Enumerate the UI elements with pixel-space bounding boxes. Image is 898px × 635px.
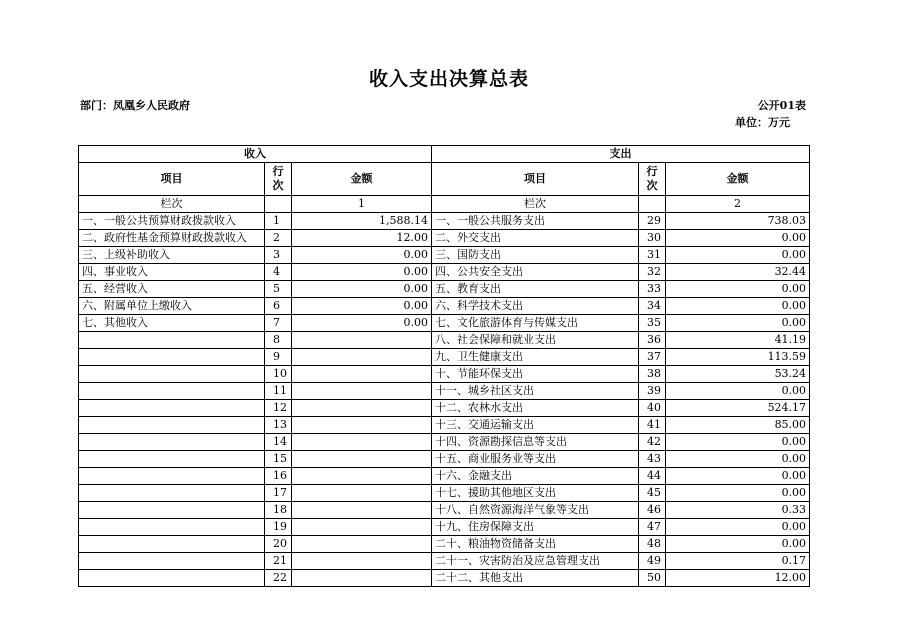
expense-item-cell: 十三、交通运输支出 <box>432 417 639 434</box>
row-no-header-text: 行 次 <box>272 165 284 192</box>
expense-amount-cell: 0.00 <box>666 451 810 468</box>
income-row-no-cell: 12 <box>265 400 292 417</box>
income-expense-table <box>78 145 810 587</box>
col-label-blank <box>265 196 292 213</box>
expense-row-no-cell: 43 <box>639 451 666 468</box>
income-item-cell: 五、经营收入 <box>79 281 265 298</box>
income-item-cell <box>79 434 265 451</box>
expense-amount-cell: 0.00 <box>666 315 810 332</box>
expense-row-no-cell: 33 <box>639 281 666 298</box>
expense-header: 支出 <box>432 146 810 163</box>
table-row <box>79 451 810 468</box>
income-row-no-cell: 7 <box>265 315 292 332</box>
income-row-no-cell: 9 <box>265 349 292 366</box>
expense-row-no-cell: 32 <box>639 264 666 281</box>
income-amount-cell <box>292 349 432 366</box>
table-row <box>79 264 810 281</box>
income-row-no-header <box>265 163 292 196</box>
income-amount-cell <box>292 553 432 570</box>
expense-amount-cell: 524.17 <box>666 400 810 417</box>
expense-amount-cell: 0.00 <box>666 519 810 536</box>
table-row <box>79 553 810 570</box>
income-item-cell <box>79 485 265 502</box>
expense-amount-cell: 0.00 <box>666 536 810 553</box>
expense-amount-cell: 0.00 <box>666 247 810 264</box>
expense-item-cell: 二十、粮油物资储备支出 <box>432 536 639 553</box>
income-item-cell <box>79 349 265 366</box>
income-row-no-cell: 2 <box>265 230 292 247</box>
table-row <box>79 417 810 434</box>
income-row-no-cell: 22 <box>265 570 292 587</box>
income-item-cell <box>79 451 265 468</box>
expense-row-no-cell: 48 <box>639 536 666 553</box>
income-amount-cell: 0.00 <box>292 281 432 298</box>
expense-item-cell: 十、节能环保支出 <box>432 366 639 383</box>
col-label-blank <box>639 196 666 213</box>
income-amount-cell: 0.00 <box>292 247 432 264</box>
income-row-no-cell: 4 <box>265 264 292 281</box>
expense-item-cell: 二、外交支出 <box>432 230 639 247</box>
table-row <box>79 349 810 366</box>
expense-item-header: 项目 <box>432 163 639 196</box>
income-amount-cell <box>292 366 432 383</box>
expense-amount-cell: 738.03 <box>666 213 810 230</box>
department-label: 部门：凤凰乡人民政府 <box>80 99 190 112</box>
income-amount-cell: 0.00 <box>292 264 432 281</box>
income-row-no-cell: 11 <box>265 383 292 400</box>
income-amount-cell <box>292 400 432 417</box>
expense-row-no-cell: 34 <box>639 298 666 315</box>
expense-row-no-cell: 37 <box>639 349 666 366</box>
expense-amount-cell: 0.17 <box>666 553 810 570</box>
income-amount-cell <box>292 383 432 400</box>
table-row <box>79 485 810 502</box>
unit-label: 单位：万元 <box>735 116 790 129</box>
table-row <box>79 434 810 451</box>
income-amount-cell <box>292 468 432 485</box>
income-row-no-cell: 21 <box>265 553 292 570</box>
income-row-no-cell: 10 <box>265 366 292 383</box>
expense-row-no-cell: 47 <box>639 519 666 536</box>
expense-amount-cell: 85.00 <box>666 417 810 434</box>
expense-row-no-cell: 30 <box>639 230 666 247</box>
expense-amount-cell: 0.00 <box>666 298 810 315</box>
table-row <box>79 366 810 383</box>
expense-row-no-cell: 39 <box>639 383 666 400</box>
expense-row-no-cell: 40 <box>639 400 666 417</box>
table-row <box>79 298 810 315</box>
expense-row-no-cell: 45 <box>639 485 666 502</box>
income-row-no-cell: 17 <box>265 485 292 502</box>
income-row-no-cell: 3 <box>265 247 292 264</box>
income-item-cell <box>79 570 265 587</box>
income-item-cell: 二、政府性基金预算财政拨款收入 <box>79 230 265 247</box>
income-item-cell: 七、其他收入 <box>79 315 265 332</box>
income-amount-cell <box>292 570 432 587</box>
expense-row-no-cell: 29 <box>639 213 666 230</box>
expense-item-cell: 一、一般公共服务支出 <box>432 213 639 230</box>
income-amount-cell <box>292 434 432 451</box>
expense-item-cell: 十四、资源勘探信息等支出 <box>432 434 639 451</box>
expense-item-cell: 二十一、灾害防治及应急管理支出 <box>432 553 639 570</box>
expense-row-no-header <box>639 163 666 196</box>
income-item-cell <box>79 519 265 536</box>
row-no-header-text: 行 次 <box>646 165 658 192</box>
expense-row-no-cell: 38 <box>639 366 666 383</box>
table-row <box>79 281 810 298</box>
income-amount-cell <box>292 519 432 536</box>
income-amount-cell <box>292 451 432 468</box>
expense-item-cell: 六、科学技术支出 <box>432 298 639 315</box>
expense-item-cell: 三、国防支出 <box>432 247 639 264</box>
expense-amount-cell: 0.00 <box>666 468 810 485</box>
income-row-no-cell: 6 <box>265 298 292 315</box>
income-row-no-cell: 20 <box>265 536 292 553</box>
expense-amount-cell: 0.00 <box>666 485 810 502</box>
expense-row-no-cell: 50 <box>639 570 666 587</box>
expense-item-cell: 十七、援助其他地区支出 <box>432 485 639 502</box>
income-amount-header: 金额 <box>292 163 432 196</box>
expense-amount-cell: 12.00 <box>666 570 810 587</box>
table-row <box>79 570 810 587</box>
table-row <box>79 332 810 349</box>
expense-amount-cell: 32.44 <box>666 264 810 281</box>
expense-amount-cell: 0.00 <box>666 434 810 451</box>
expense-amount-cell: 0.00 <box>666 230 810 247</box>
table-row <box>79 519 810 536</box>
expense-item-cell: 十六、金融支出 <box>432 468 639 485</box>
expense-item-cell: 四、公共安全支出 <box>432 264 639 281</box>
expense-item-cell: 二十二、其他支出 <box>432 570 639 587</box>
expense-amount-cell: 0.00 <box>666 383 810 400</box>
income-item-cell <box>79 502 265 519</box>
expense-item-cell: 十一、城乡社区支出 <box>432 383 639 400</box>
col-label-income: 栏次 <box>79 196 265 213</box>
expense-item-cell: 五、教育支出 <box>432 281 639 298</box>
expense-row-no-cell: 35 <box>639 315 666 332</box>
col-number-2: 2 <box>666 196 810 213</box>
income-row-no-cell: 8 <box>265 332 292 349</box>
expense-item-cell: 十九、住房保障支出 <box>432 519 639 536</box>
income-amount-cell: 12.00 <box>292 230 432 247</box>
table-row <box>79 213 810 230</box>
expense-item-cell: 九、卫生健康支出 <box>432 349 639 366</box>
expense-amount-cell: 113.59 <box>666 349 810 366</box>
income-item-cell <box>79 332 265 349</box>
expense-item-cell: 八、社会保障和就业支出 <box>432 332 639 349</box>
expense-amount-cell: 41.19 <box>666 332 810 349</box>
income-amount-cell <box>292 502 432 519</box>
expense-row-no-cell: 49 <box>639 553 666 570</box>
table-row <box>79 383 810 400</box>
income-item-header: 项目 <box>79 163 265 196</box>
income-item-cell <box>79 400 265 417</box>
income-item-cell <box>79 383 265 400</box>
income-amount-cell: 0.00 <box>292 298 432 315</box>
income-row-no-cell: 5 <box>265 281 292 298</box>
table-row <box>79 230 810 247</box>
expense-item-cell: 十二、农林水支出 <box>432 400 639 417</box>
table-row <box>79 315 810 332</box>
col-number-1: 1 <box>292 196 432 213</box>
income-amount-cell <box>292 417 432 434</box>
col-label-expense: 栏次 <box>432 196 639 213</box>
income-item-cell: 一、一般公共预算财政拨款收入 <box>79 213 265 230</box>
income-item-cell: 六、附属单位上缴收入 <box>79 298 265 315</box>
income-row-no-cell: 1 <box>265 213 292 230</box>
table-row <box>79 502 810 519</box>
expense-amount-cell: 53.24 <box>666 366 810 383</box>
income-row-no-cell: 14 <box>265 434 292 451</box>
income-item-cell <box>79 468 265 485</box>
expense-row-no-cell: 31 <box>639 247 666 264</box>
income-item-cell <box>79 417 265 434</box>
table-row <box>79 536 810 553</box>
income-item-cell <box>79 366 265 383</box>
expense-row-no-cell: 46 <box>639 502 666 519</box>
income-amount-cell <box>292 332 432 349</box>
expense-item-cell: 七、文化旅游体育与传媒支出 <box>432 315 639 332</box>
expense-item-cell: 十八、自然资源海洋气象等支出 <box>432 502 639 519</box>
income-row-no-cell: 15 <box>265 451 292 468</box>
table-row <box>79 400 810 417</box>
expense-row-no-cell: 44 <box>639 468 666 485</box>
expense-amount-cell: 0.33 <box>666 502 810 519</box>
expense-row-no-cell: 36 <box>639 332 666 349</box>
income-item-cell <box>79 536 265 553</box>
income-row-no-cell: 18 <box>265 502 292 519</box>
page-title: 收入支出决算总表 <box>368 68 529 90</box>
income-row-no-cell: 16 <box>265 468 292 485</box>
income-item-cell: 三、上级补助收入 <box>79 247 265 264</box>
table-code-label: 公开01表 <box>757 99 806 112</box>
income-amount-cell: 1,588.14 <box>292 213 432 230</box>
income-amount-cell <box>292 536 432 553</box>
income-header: 收入 <box>79 146 432 163</box>
income-row-no-cell: 19 <box>265 519 292 536</box>
income-item-cell <box>79 553 265 570</box>
expense-item-cell: 十五、商业服务业等支出 <box>432 451 639 468</box>
income-amount-cell: 0.00 <box>292 315 432 332</box>
table-row <box>79 247 810 264</box>
expense-row-no-cell: 41 <box>639 417 666 434</box>
table-row <box>79 468 810 485</box>
expense-row-no-cell: 42 <box>639 434 666 451</box>
expense-amount-cell: 0.00 <box>666 281 810 298</box>
income-item-cell: 四、事业收入 <box>79 264 265 281</box>
income-row-no-cell: 13 <box>265 417 292 434</box>
income-amount-cell <box>292 485 432 502</box>
expense-amount-header: 金额 <box>666 163 810 196</box>
